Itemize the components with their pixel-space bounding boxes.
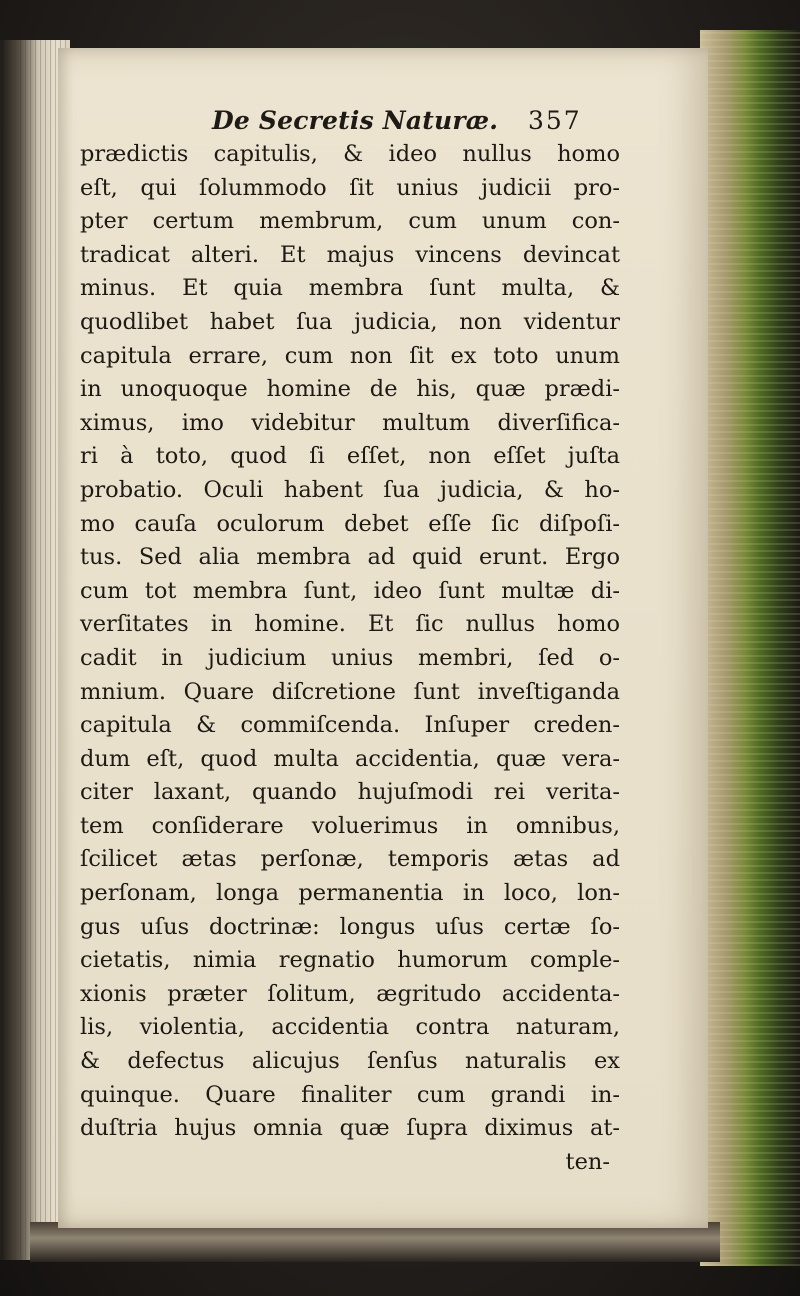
text-line: capitula errare, cum non ſit ex toto unum [80, 342, 620, 369]
text-line: pter certum membrum, cum unum con- [80, 208, 620, 235]
book-page [58, 48, 708, 1228]
text-line: tem conſiderare voluerimus in omnibus, [80, 812, 620, 839]
text-line: cum tot membra ſunt, ideo ſunt multæ di- [80, 577, 620, 604]
text-line: lis, violentia, accidentia contra naturam, [80, 1014, 620, 1041]
text-line: verſitates in homine. Et ſic nullus homo [80, 611, 620, 638]
text-line: quodlibet habet ſua judicia, non videntur [80, 308, 620, 335]
text-line: minus. Et quia membra ſunt multa, & [80, 275, 620, 302]
catchword: ten- [565, 1148, 610, 1175]
text-line: citer laxant, quando hujuſmodi rei verita- [80, 779, 620, 806]
text-line: tus. Sed alia membra ad quid erunt. Ergo [80, 544, 620, 571]
page-number: 357 [528, 106, 582, 135]
text-line: ſcilicet ætas perſonæ, temporis ætas ad [80, 846, 620, 873]
text-line: dum eſt, quod multa accidentia, quæ vera- [80, 745, 620, 772]
running-title: De Secretis Naturæ. [212, 106, 499, 135]
text-line: in unoquoque homine de his, quæ prædi- [80, 376, 620, 403]
body-text [80, 138, 620, 1179]
text-line: duſtria hujus omnia quæ ſupra diximus at- [80, 1115, 620, 1142]
text-line: cadit in judicium unius membri, ſed o- [80, 644, 620, 671]
text-line: ximus, imo videbitur multum diverſifica- [80, 409, 620, 436]
text-line: tradicat alteri. Et majus vincens devincat [80, 241, 620, 268]
book-binding-edge [700, 30, 800, 1266]
text-line: mnium. Quare diſcretione ſunt inveſtiganda [80, 678, 620, 705]
book-bottom-edge [30, 1222, 720, 1262]
text-line: capitula & commiſcenda. Inſuper creden- [80, 712, 620, 739]
text-line: quinque. Quare finaliter cum grandi in- [80, 1081, 620, 1108]
text-line: eſt, qui ſolummodo ſit unius judicii pro- [80, 174, 620, 201]
text-line: prædictis capitulis, & ideo nullus homo [80, 141, 620, 167]
text-line: gus uſus doctrinæ: longus uſus certæ ſo- [80, 913, 620, 940]
text-line: perſonam, longa permanentia in loco, lon- [80, 880, 620, 907]
text-line: cietatis, nimia regnatio humorum comple- [80, 947, 620, 974]
text-line: xionis præter ſolitum, ægritudo accidenta- [80, 980, 620, 1007]
text-line: & defectus alicujus ſenſus naturalis ex [80, 1048, 620, 1075]
text-line: probatio. Oculi habent ſua judicia, & ho- [80, 476, 620, 503]
text-line: ri à toto, quod ſi eſſet, non eſſet juſta [80, 443, 620, 470]
text-line: mo cauſa oculorum debet eſſe ſic diſpoſi- [80, 510, 620, 537]
